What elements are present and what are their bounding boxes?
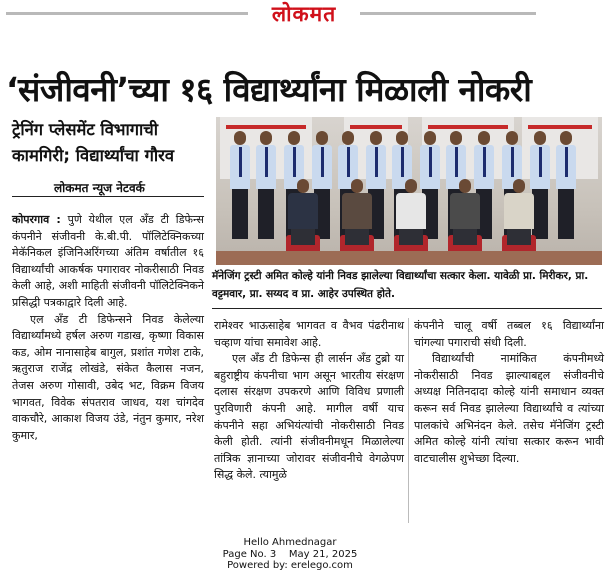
seated-guest [342, 179, 372, 245]
seated-guest [288, 179, 318, 245]
body-paragraph: विद्यार्थ्यांची नामांकित कंपनीमध्ये नोकरीसाठी निवड झाल्याबद्दल संजीवनीचे अध्यक्ष नितिनदादा कोल्हे यांनी समाधान व्यक्त करून सर्व निवड झालेल्या विद्यार्थ्यांचे व त्यांच्या पालकांचे अभिनंदन केले. तसेच मॅनेजिंग ट्रस्टी अमित कोल्हे यांनी त्यांचा सत्कार करून भावी वाटचालीस शुभेच्छा दिल्या. [414, 352, 604, 465]
article-subheadline: ट्रेनिंग प्लेसमेंट विभागाची कामगिरी; विद्यार्थ्यांचा गौरव [12, 120, 175, 165]
article-byline: लोकमत न्यूज नेटवर्क [54, 181, 145, 195]
seated-guest [450, 179, 480, 245]
lead-text: पुणे येथील एल अँड टी डिफेन्स कंपनीने संजीवनी के.बी.पी. पॉलिटेक्निकच्या मेकॅनिकल इंजिनिअरिंगच्या अंतिम वर्षातील १६ विद्यार्थ्यांची आकर्षक पगारावर नोकरीसाठी निवड केली आहे, अशी माहिती संजीवनी पॉलिटेक्निकने प्रसिद्धी पत्रकाद्वारे दिली आहे. [12, 213, 204, 309]
body-paragraph: कंपनीने चालू वर्षी तब्बल १६ विद्यार्थ्यांना चांगल्या पगाराची संधी दिली. [414, 319, 604, 349]
article-column-3 [414, 318, 604, 467]
article-column-2 [214, 318, 404, 484]
article-column-1 [12, 212, 204, 444]
felicitation-group-photo [216, 117, 602, 265]
standing-student [230, 131, 250, 239]
seated-guest [396, 179, 426, 245]
lead-paragraph [12, 212, 204, 312]
dateline: कोपरगाव : [12, 213, 61, 226]
powered-by: Powered by: erelego.com [227, 560, 353, 571]
standing-student [256, 131, 276, 239]
byline-divider [12, 196, 204, 197]
standing-student [556, 131, 576, 239]
column-divider [408, 318, 409, 523]
edition-name: Hello Ahmednagar [243, 537, 337, 548]
caption-divider [212, 308, 602, 309]
masthead-rule-left [6, 12, 248, 15]
page-and-date: Page No. 3 May 21, 2025 [222, 548, 358, 560]
stage-floor [216, 251, 602, 265]
article-headline: ‘संजीवनी’च्या १६ विद्यार्थ्यांना मिळाली नोकरी [6, 70, 532, 109]
epaper-footer [210, 537, 370, 572]
body-paragraph: एल अँड टी डिफेन्सने निवड केलेल्या विद्यार्थ्यांमध्ये हर्षल अरुण गडाख, कृष्णा विकास कड, ओम नानासाहेब बागुल, प्रशांत गणेश टाके, ऋतुराज राजेंद्र लोखंडे, संकेत कैलास नजन, तेजस अरुण गोसावी, उबेद भट, विक्रम विजय भागवत, विवेक संपतराव जाधव, यश चांगदेव वाकचौरे, आकाश विजय उंडे, नंतुन कुमार, नरेश कुमार, [12, 312, 204, 442]
photo-caption: मॅनेजिंग ट्रस्टी अमित कोल्हे यांनी निवड झालेल्या विद्यार्थ्यांचा सत्कार केला. यावेळी प्रा. मिरीकर, प्रा. वट्टमवार, प्रा. सय्यद व प्रा. आहेर उपस्थित होते. [212, 270, 589, 300]
masthead-rule-right [360, 12, 536, 15]
body-paragraph: रामेश्वर भाऊसाहेब भागवत व वैभव पंढरीनाथ चव्हाण यांचा समावेश आहे. [214, 319, 404, 349]
lokmat-logo: लोकमत [271, 1, 337, 26]
seated-guest [504, 179, 534, 245]
body-paragraph: एल अँड टी डिफेन्स ही लार्सन अँड टुब्रो या बहुराष्ट्रीय कंपनीचा भाग असून भारतीय संरक्षण दलास संरक्षण उपकरणे आणि विविध प्रणाली पुरविणारी कंपनी आहे. मागील वर्षी याच कंपनीने सहा अभियंत्यांची नोकरीसाठी निवड केली होती. त्यांनी संजीवनीमधून मिळालेल्या तांत्रिक ज्ञानाच्या जोरावर संजीवनीचे वेगळेपण सिद्ध केले. त्यामुळे [214, 352, 404, 482]
masthead [0, 0, 608, 28]
